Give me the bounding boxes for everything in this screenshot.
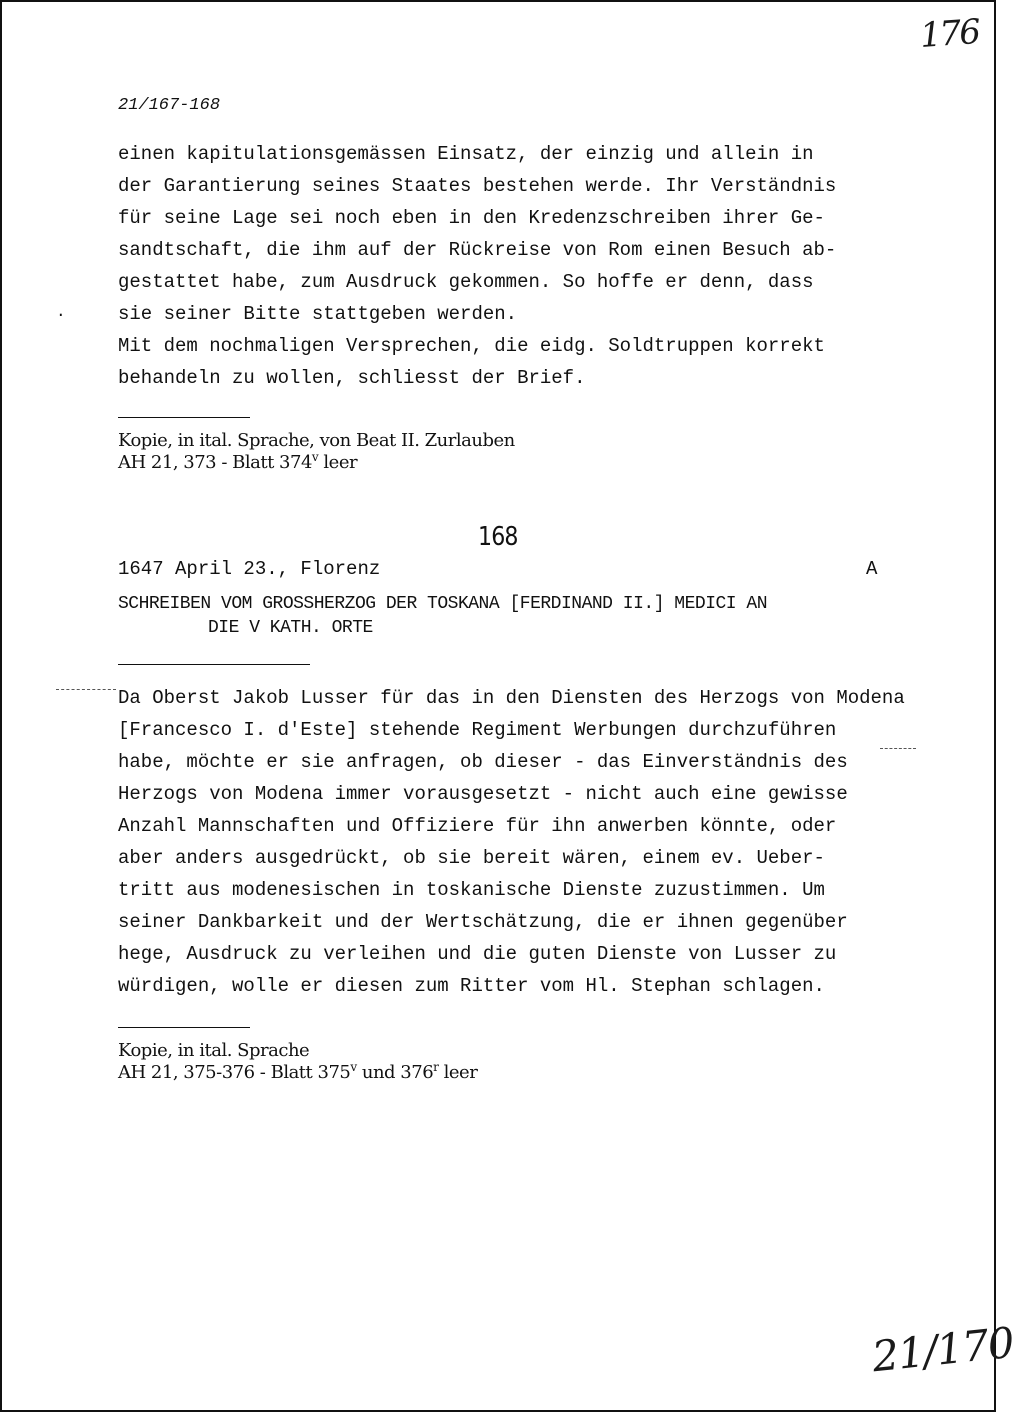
- letter-code: A: [866, 558, 878, 580]
- superscript-verso: v: [350, 1060, 357, 1074]
- body-line: tritt aus modenesischen in toskanische Dienste zuzustimmen. Um: [118, 879, 825, 901]
- letter-body: [118, 682, 905, 1002]
- scan-dash-mark: [56, 689, 116, 690]
- source-note-text: leer: [438, 1062, 478, 1083]
- body-line: seiner Dankbarkeit und der Wertschätzung, die er ihnen gegenüber: [118, 911, 848, 933]
- handwritten-page-number: 176: [918, 11, 981, 57]
- source-note-text: leer: [318, 452, 358, 473]
- footnote-divider: [118, 1027, 250, 1028]
- previous-letter-source-note: [118, 430, 515, 474]
- superscript-recto: r: [433, 1060, 439, 1074]
- body-line: einen kapitulationsgemässen Einsatz, der einzig und allein in: [118, 143, 814, 165]
- letter-source-note: [118, 1040, 477, 1084]
- body-line: [Francesco I. d'Este] stehende Regiment Werbungen durchzuführen: [118, 719, 837, 741]
- body-line: Anzahl Mannschaften und Offiziere für ihn anwerben könnte, oder: [118, 815, 837, 837]
- letter-number: 168: [478, 522, 518, 552]
- previous-letter-body: [118, 138, 836, 394]
- footnote-divider: [118, 417, 250, 418]
- title-line: DIE V KATH. ORTE: [208, 618, 373, 638]
- margin-dot: ·: [56, 306, 66, 324]
- body-line: sie seiner Bitte stattgeben werden.: [118, 303, 518, 325]
- letter-date-place: 1647 April 23., Florenz: [118, 558, 381, 580]
- body-line: gestattet habe, zum Ausdruck gekommen. So hoffe er denn, dass: [118, 271, 814, 293]
- superscript-verso: v: [311, 450, 319, 464]
- source-note-line: Kopie, in ital. Sprache, von Beat II. Zurlauben: [118, 430, 515, 451]
- body-line: sandtschaft, die ihm auf der Rückreise von Rom einen Besuch ab-: [118, 239, 837, 261]
- body-line: aber anders ausgedrückt, ob sie bereit wären, einem ev. Ueber-: [118, 847, 825, 869]
- body-line: der Garantierung seines Staates bestehen werde. Ihr Verständnis: [118, 175, 837, 197]
- body-line: hege, Ausdruck zu verleihen und die guten Dienste von Lusser zu: [118, 943, 837, 965]
- source-note-line: Kopie, in ital. Sprache: [118, 1040, 310, 1061]
- body-line: würdigen, wolle er diesen zum Ritter vom Hl. Stephan schlagen.: [118, 975, 825, 997]
- body-line: Herzogs von Modena immer vorausgesetzt - nicht auch eine gewisse: [118, 783, 848, 805]
- document-reference: 21/167-168: [118, 96, 221, 115]
- source-note-text: und 376: [356, 1062, 434, 1083]
- body-line: für seine Lage sei noch eben in den Kredenzschreiben ihrer Ge-: [118, 207, 825, 229]
- title-divider: [118, 664, 310, 665]
- body-line: Da Oberst Jakob Lusser für das in den Diensten des Herzogs von Modena: [118, 687, 905, 709]
- body-line: Mit dem nochmaligen Versprechen, die eidg. Soldtruppen korrekt: [118, 335, 825, 357]
- title-line: SCHREIBEN VOM GROSSHERZOG DER TOSKANA [FERDINAND II.] MEDICI AN: [118, 594, 768, 614]
- letter-title: [118, 592, 767, 640]
- source-note-line: [118, 1062, 477, 1084]
- source-note-text: AH 21, 373 - Blatt 374: [118, 452, 312, 473]
- source-note-text: AH 21, 375-376 - Blatt 375: [118, 1062, 351, 1083]
- body-line: behandeln zu wollen, schliesst der Brief.: [118, 367, 586, 389]
- handwritten-archive-mark: 21/170: [869, 1317, 1016, 1382]
- body-line: habe, möchte er sie anfragen, ob dieser - das Einverständnis des: [118, 751, 848, 773]
- source-note-line: [118, 452, 515, 474]
